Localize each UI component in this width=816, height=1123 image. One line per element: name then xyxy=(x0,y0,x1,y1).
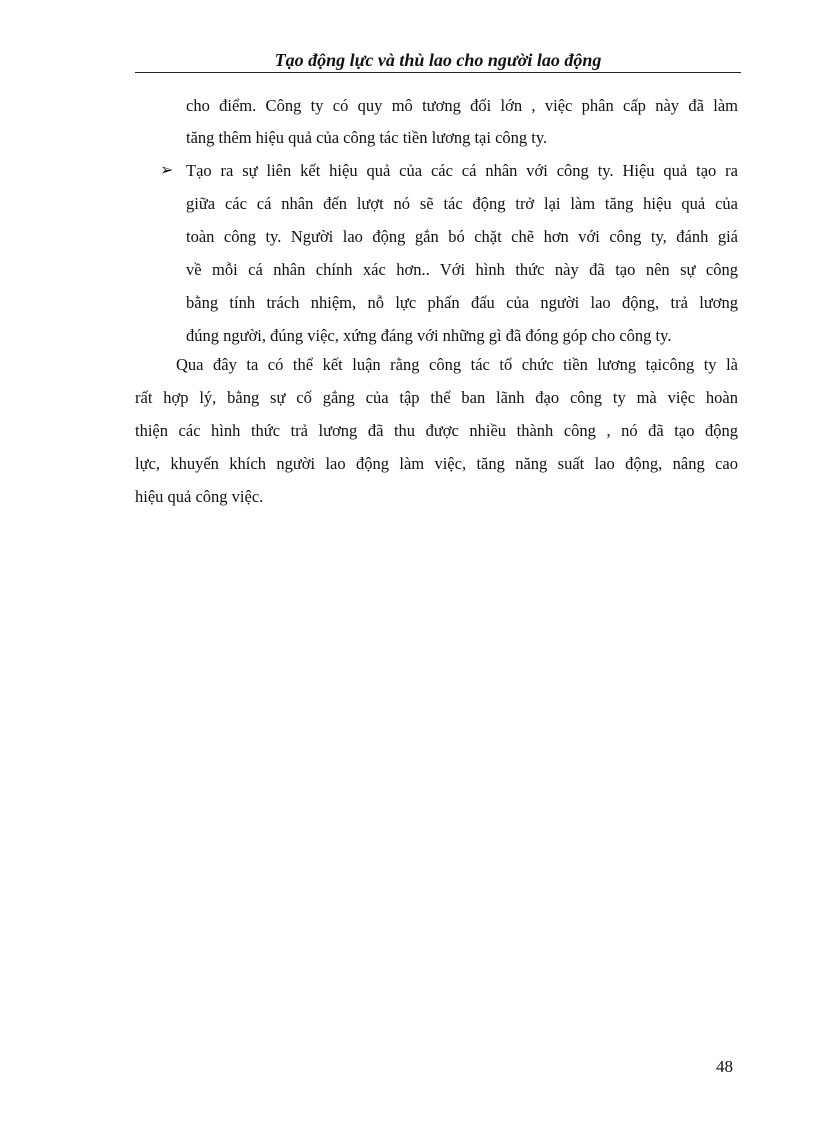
paragraph1-line-1: cho điểm. Công ty có quy mô tương đối lớn , việc phân cấp này đã làm xyxy=(186,96,738,115)
bullet-line-4: về mỗi cá nhân chính xác hơn.. Với hình thức này đã tạo nên sự công xyxy=(186,260,738,279)
bullet-line-3: toàn công ty. Người lao động gắn bó chặt chẽ hơn với công ty, đánh giá xyxy=(186,227,738,246)
paragraph2-line-1: Qua đây ta có thể kết luận rằng công tác tổ chức tiền lương tạicông ty là xyxy=(176,355,738,374)
page-number: 48 xyxy=(716,1057,733,1076)
paragraph2-line-3: thiện các hình thức trả lương đã thu được nhiều thành công , nó đã tạo động xyxy=(135,421,738,440)
paragraph2-line-5: hiệu quả công việc. xyxy=(135,487,264,506)
bullet-line-5: bằng tính trách nhiệm, nỗ lực phấn đấu của người lao động, trả lương xyxy=(186,293,738,312)
bullet-line-2: giữa các cá nhân đến lượt nó sẽ tác động trở lại làm tăng hiệu quả của xyxy=(186,194,738,213)
arrow-bullet-icon: ➢ xyxy=(160,162,174,179)
bullet-line-6: đúng người, đúng việc, xứng đáng với những gì đã đóng góp cho công ty. xyxy=(186,326,672,345)
header-divider xyxy=(135,72,741,73)
bullet-line-1: Tạo ra sự liên kết hiệu quả của các cá nhân với công ty. Hiệu quả tạo ra xyxy=(186,161,738,180)
paragraph1-line-2: tăng thêm hiệu quả của công tác tiền lương tại công ty. xyxy=(186,128,548,147)
paragraph2-line-4: lực, khuyến khích người lao động làm việc, tăng năng suất lao động, nâng cao xyxy=(135,454,738,473)
page-header-title: Tạo động lực và thù lao cho người lao động xyxy=(274,50,602,70)
paragraph2-line-2: rất hợp lý, bằng sự cố gắng của tập thể ban lãnh đạo công ty mà việc hoàn xyxy=(135,388,738,407)
